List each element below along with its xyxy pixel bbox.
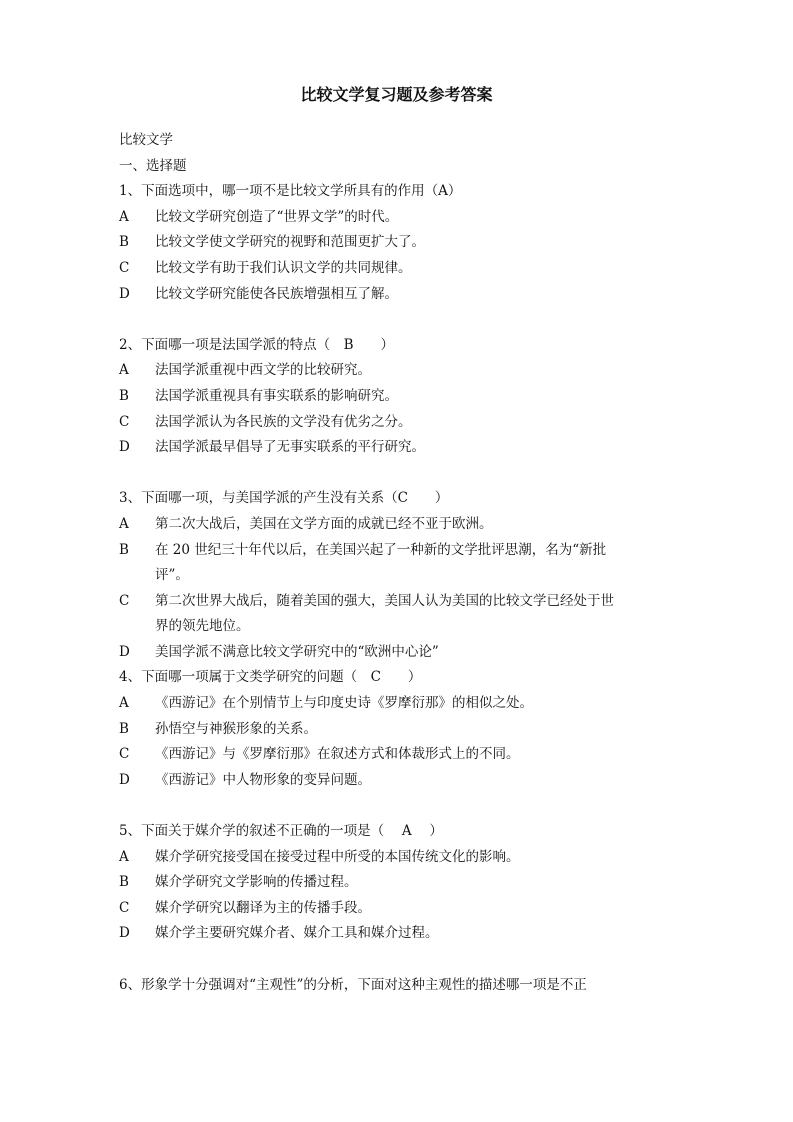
section-heading: 一、选择题 — [119, 157, 187, 174]
option-item — [119, 384, 639, 410]
option-letter: D — [119, 285, 130, 302]
option-letter: B — [119, 234, 129, 251]
option-text: 比较文学研究能使各民族增强相互了解。 — [155, 285, 398, 302]
option-item — [119, 410, 639, 436]
option-item — [119, 205, 639, 231]
document-title: 比较文学复习题及参考答案 — [300, 85, 493, 104]
question-text: 5、下面关于媒介学的叙述不正确的一项是（ A ） — [119, 823, 443, 840]
option-letter: B — [119, 874, 129, 891]
option-letter: B — [119, 387, 129, 404]
option-text: 法国学派重视中西文学的比较研究。 — [155, 362, 371, 379]
option-letter: A — [119, 848, 129, 865]
option-item — [119, 640, 639, 666]
question-text: 3、下面哪一项，与美国学派的产生没有关系（C ） — [119, 490, 449, 507]
option-text: 比较文学使文学研究的视野和范围更扩大了。 — [155, 234, 425, 251]
option-item — [119, 358, 639, 384]
option-letter: C — [119, 592, 130, 609]
option-text: 在 20 世纪三十年代以后，在美国兴起了一种新的文学批评思潮，名为“新批 — [155, 541, 607, 558]
document-body — [119, 128, 639, 998]
option-text: 《西游记》在个别情节上与印度史诗《罗摩衍那》的相似之处。 — [155, 695, 533, 712]
option-item — [119, 512, 639, 538]
option-text: 法国学派认为各民族的文学没有优劣之分。 — [155, 413, 412, 430]
option-letter: A — [119, 695, 129, 712]
option-letter: C — [119, 259, 130, 276]
option-letter: C — [119, 746, 130, 763]
option-text: 比较文学研究创造了“世界文学”的时代。 — [155, 208, 399, 225]
option-item — [119, 870, 639, 896]
option-item — [119, 589, 639, 615]
option-text-continuation: 评”。 — [155, 567, 189, 584]
question-text: 2、下面哪一项是法国学派的特点（ B ） — [119, 336, 395, 353]
option-letter: B — [119, 720, 129, 737]
blank-line — [119, 307, 639, 333]
option-text: 媒介学研究接受国在接受过程中所受的本国传统文化的影响。 — [155, 848, 520, 865]
blank-line — [119, 793, 639, 819]
option-item — [119, 896, 639, 922]
option-letter: D — [119, 439, 130, 456]
option-text: 比较文学有助于我们认识文学的共同规律。 — [155, 259, 412, 276]
option-item — [119, 691, 639, 717]
option-text: 媒介学研究文学影响的传播过程。 — [155, 874, 358, 891]
option-text: 《西游记》与《罗摩衍那》在叙述方式和体裁形式上的不同。 — [155, 746, 520, 763]
blank-line — [119, 947, 639, 973]
option-text: 《西游记》中人物形象的变异问题。 — [155, 771, 371, 788]
option-letter: D — [119, 643, 130, 660]
option-item — [119, 717, 639, 743]
option-letter: C — [119, 899, 130, 916]
option-letter: A — [119, 362, 129, 379]
option-text: 第二次世界大战后，随着美国的强大，美国人认为美国的比较文学已经处于世 — [155, 592, 614, 609]
option-text: 美国学派不满意比较文学研究中的“欧洲中心论” — [155, 643, 439, 660]
option-letter: D — [119, 771, 130, 788]
option-text: 法国学派重视具有事实联系的影响研究。 — [155, 387, 398, 404]
option-text: 媒介学主要研究媒介者、媒介工具和媒介过程。 — [155, 925, 439, 942]
option-text-continuation: 界的领先地位。 — [155, 618, 250, 635]
question-text: 1、下面选项中，哪一项不是比较文学所具有的作用（A） — [119, 183, 462, 200]
option-letter: A — [119, 208, 129, 225]
option-letter: A — [119, 515, 129, 532]
question-text: 4、下面哪一项属于文类学研究的问题（ C ） — [119, 669, 422, 686]
option-text: 孙悟空与神猴形象的关系。 — [155, 720, 317, 737]
option-letter: D — [119, 925, 130, 942]
option-item — [119, 742, 639, 768]
option-text: 法国学派最早倡导了无事实联系的平行研究。 — [155, 439, 425, 456]
option-letter: C — [119, 413, 130, 430]
option-text: 媒介学研究以翻译为主的传播手段。 — [155, 899, 371, 916]
question-text: 6、形象学十分强调对“主观性”的分析，下面对这种主观性的描述哪一项是不正 — [119, 976, 587, 993]
subject-heading: 比较文学 — [119, 132, 173, 148]
blank-line — [119, 461, 639, 487]
option-text: 第二次大战后，美国在文学方面的成就已经不亚于欧洲。 — [155, 515, 493, 532]
option-item — [119, 256, 639, 282]
option-item — [119, 282, 639, 308]
option-item — [119, 845, 639, 871]
option-item — [119, 768, 639, 794]
option-item — [119, 538, 639, 564]
option-item — [119, 230, 639, 256]
option-item — [119, 435, 639, 461]
option-letter: B — [119, 541, 129, 558]
option-item — [119, 921, 639, 947]
